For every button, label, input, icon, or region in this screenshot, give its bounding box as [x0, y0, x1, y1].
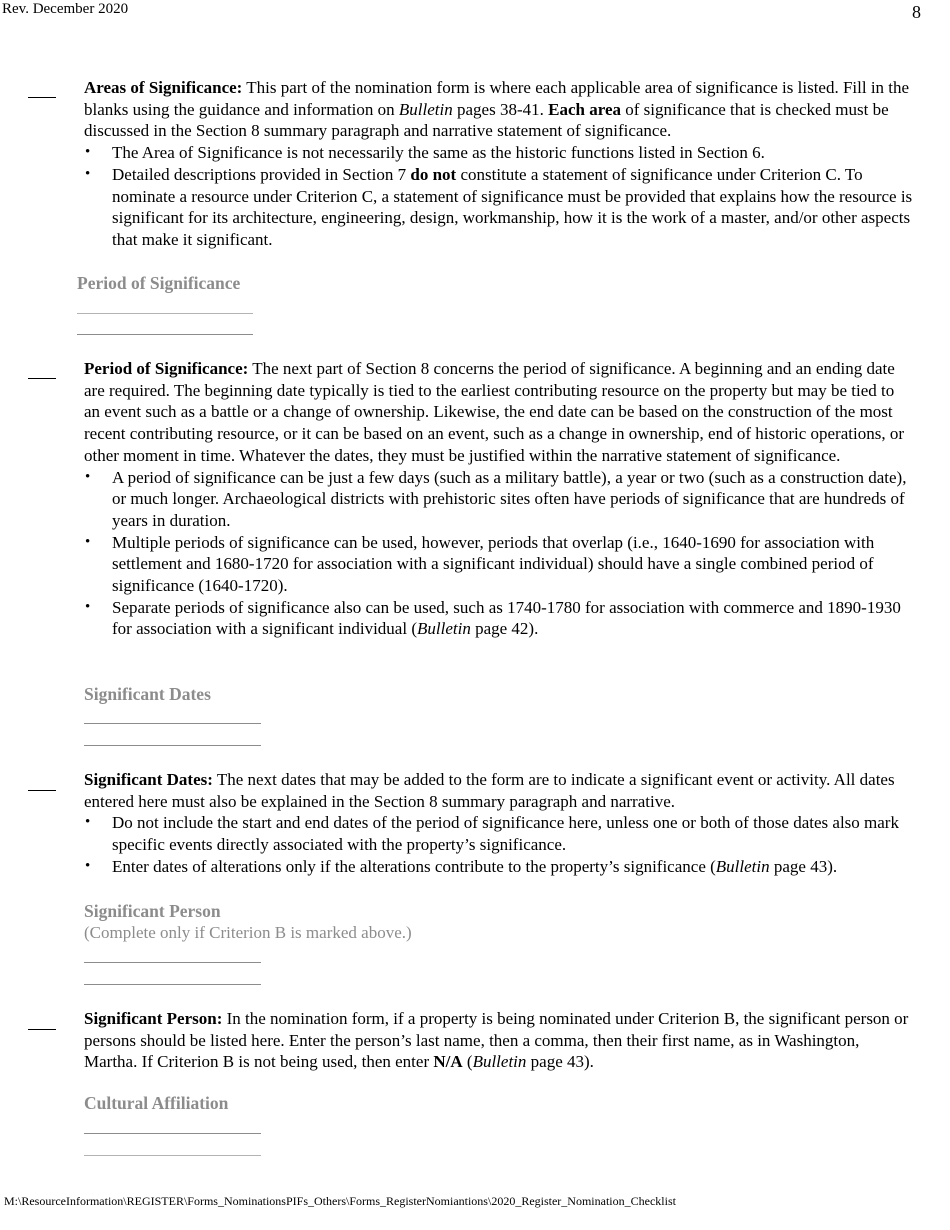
dates-blank-line-2[interactable]: [84, 745, 261, 746]
areas-label: Areas of Significance:: [84, 78, 243, 97]
bulletin-ref: Bulletin: [398, 99, 453, 119]
dates-checkbox-line[interactable]: [28, 790, 56, 791]
person-label: Significant Person:: [84, 1009, 223, 1028]
cultural-affiliation-heading: Cultural Affiliation: [84, 1093, 229, 1113]
significant-dates-item: [84, 769, 914, 878]
significant-dates-heading: Significant Dates: [84, 684, 211, 704]
period-label: Period of Significance:: [84, 359, 249, 378]
person-checkbox-line[interactable]: [28, 1029, 56, 1030]
dates-label: Significant Dates:: [84, 770, 213, 789]
list-item: • The Area of Significance is not necessarily the same as the historic functions listed in Section 6.: [84, 142, 914, 164]
revision-date: Rev. December 2020: [2, 1, 129, 17]
list-item: • Multiple periods of significance can be used, however, periods that overlap (i.e., 1640-1690 for association with settlement and 1680-1720 for association with a significant individual) should have a single combined period of significance (1640-1720).: [84, 532, 914, 597]
list-item: • Enter dates of alterations only if the alterations contribute to the property’s significance (Bulletin page 43).: [84, 856, 914, 878]
areas-paragraph: Areas of Significance: This part of the nomination form is where each applicable area of significance is listed. Fill in the blanks using the guidance and information on Bulletin pages 38-41. Each area of significance that is checked must be discussed in the Section 8 summary paragraph and narrative statement of significance.: [84, 78, 910, 141]
period-of-significance-heading: Period of Significance: [77, 273, 241, 293]
person-paragraph: Significant Person: In the nomination form, if a property is being nominated under Criterion B, the significant person or persons should be listed here. Enter the person’s last name, then a comma, then their first name, as in Washington, Martha. If Criterion B is not being used, then enter N/A (Bulletin page 43).: [84, 1009, 909, 1072]
dates-blank-line-1[interactable]: [84, 723, 261, 724]
significant-person-heading: Significant Person: [84, 901, 221, 921]
list-item: • Separate periods of significance also can be used, such as 1740-1780 for association with commerce and 1890-1930 for association with a significant individual (Bulletin page 42).: [84, 597, 914, 640]
areas-checkbox-line[interactable]: [28, 97, 56, 98]
list-item: • Detailed descriptions provided in Section 7 do not constitute a statement of significance under Criterion C. To nominate a resource under Criterion C, a statement of significance must be provided that explains how the resource is significant for its architecture, engineering, design, workmanship, how it is the work of a master, and/or other aspects that make it significant.: [84, 164, 914, 251]
cultural-blank-line-1[interactable]: [84, 1133, 261, 1134]
list-item: • A period of significance can be just a few days (such as a military battle), a year or two (such as a construction date), or much longer. Archaeological districts with prehistoric sites often have periods of significance that are hundreds of years in duration.: [84, 467, 914, 532]
period-blank-line-2[interactable]: [77, 334, 253, 335]
person-blank-line-1[interactable]: [84, 962, 261, 963]
dates-paragraph: Significant Dates: The next dates that may be added to the form are to indicate a significant event or activity. All dates entered here must also be explained in the Section 8 summary paragraph and narrative.: [84, 770, 895, 811]
dates-bullet-list: [84, 812, 914, 877]
person-blank-line-2[interactable]: [84, 984, 261, 985]
period-checkbox-line[interactable]: [28, 378, 56, 379]
cultural-blank-line-2[interactable]: [84, 1155, 261, 1156]
areas-bullet-list: [84, 142, 914, 251]
period-of-significance-item: [84, 358, 914, 640]
areas-of-significance-item: [84, 77, 914, 251]
file-path-footer: M:\ResourceInformation\REGISTER\Forms_NominationsPIFs_Others\Forms_RegisterNomiantions\2020_Register_Nomination_Checklist: [4, 1194, 676, 1208]
page-number: 8: [912, 2, 921, 22]
significant-person-note: (Complete only if Criterion B is marked above.): [84, 923, 412, 942]
list-item: • Do not include the start and end dates of the period of significance here, unless one or both of those dates also mark specific events directly associated with the property’s significance.: [84, 812, 914, 855]
period-paragraph: Period of Significance: The next part of Section 8 concerns the period of significance. A beginning and an ending date are required. The beginning date typically is tied to the earliest contributing resource on the property but may be tied to an event such as a battle or a change of ownership. Likewise, the end date can be based on the construction of the most recent contributing resource, or it can be based on an event, such as a change in ownership, end of historic operations, or other moment in time. Whatever the dates, they must be justified within the narrative statement of significance.: [84, 359, 904, 465]
period-blank-line-1[interactable]: [77, 313, 253, 314]
period-bullet-list: [84, 467, 914, 641]
significant-person-item: [84, 1008, 914, 1073]
